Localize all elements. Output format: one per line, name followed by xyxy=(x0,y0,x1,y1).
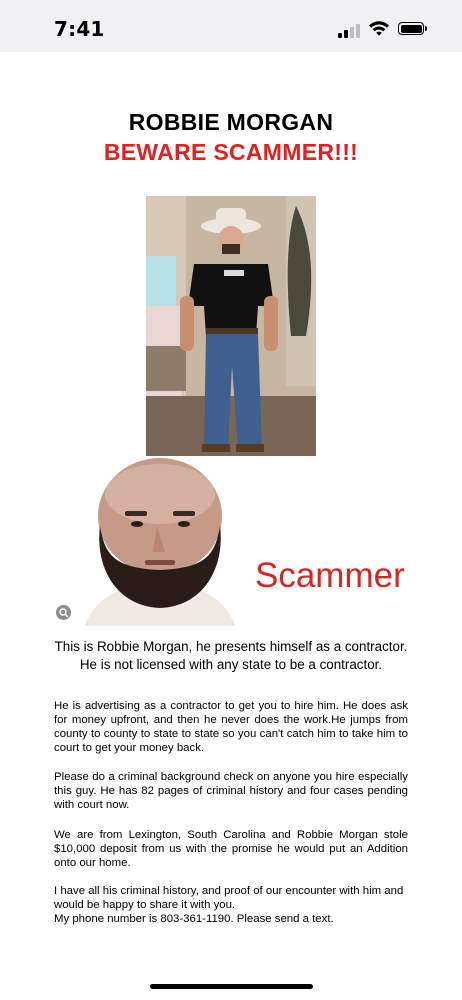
mugshot-photo-illustration xyxy=(55,456,265,626)
full-body-photo[interactable] xyxy=(146,196,316,456)
visual-lookup-glyph xyxy=(58,607,69,618)
home-indicator[interactable] xyxy=(150,984,313,989)
contact-line-1: I have all his criminal history, and proof of our encounter with him and would be happy to share it with you. xyxy=(54,885,404,911)
contact-phone-line: My phone number is 803-361-1190. Please send a text. xyxy=(54,913,334,925)
battery-icon xyxy=(398,22,424,35)
intro-text xyxy=(40,638,422,674)
wifi-icon xyxy=(368,19,390,37)
signal-icon xyxy=(338,22,362,38)
visual-lookup-icon[interactable] xyxy=(56,605,71,620)
name-heading: ROBBIE MORGAN xyxy=(128,109,334,135)
paragraph-advertising: He is advertising as a contractor to get you to hire him. He does ask for money upfront, and then he never does the work.He jumps from county to county to state to state so you can't catch him to take him to court to get your money back. xyxy=(54,700,408,754)
mugshot-photo[interactable] xyxy=(55,456,265,626)
scammer-label: Scammer xyxy=(255,556,405,595)
status-time: 7:41 xyxy=(54,17,105,41)
status-bar xyxy=(0,0,462,52)
intro-line-2: He is not licensed with any state to be a contractor. xyxy=(79,657,383,672)
intro-line-1: This is Robbie Morgan, he presents himself as a contractor. xyxy=(54,639,408,654)
warning-heading: BEWARE SCAMMER!!! xyxy=(103,139,359,165)
paragraph-deposit: We are from Lexington, South Carolina and Robbie Morgan stole $10,000 deposit from us with the promise he would put an Addition onto our home. xyxy=(54,829,408,869)
paragraph-background-check: Please do a criminal background check on anyone you hire especially this guy. He has 82 pages of criminal history and four cases pending with court now. xyxy=(54,771,408,811)
paragraph-contact xyxy=(54,884,408,926)
full-body-photo-illustration xyxy=(146,196,316,456)
